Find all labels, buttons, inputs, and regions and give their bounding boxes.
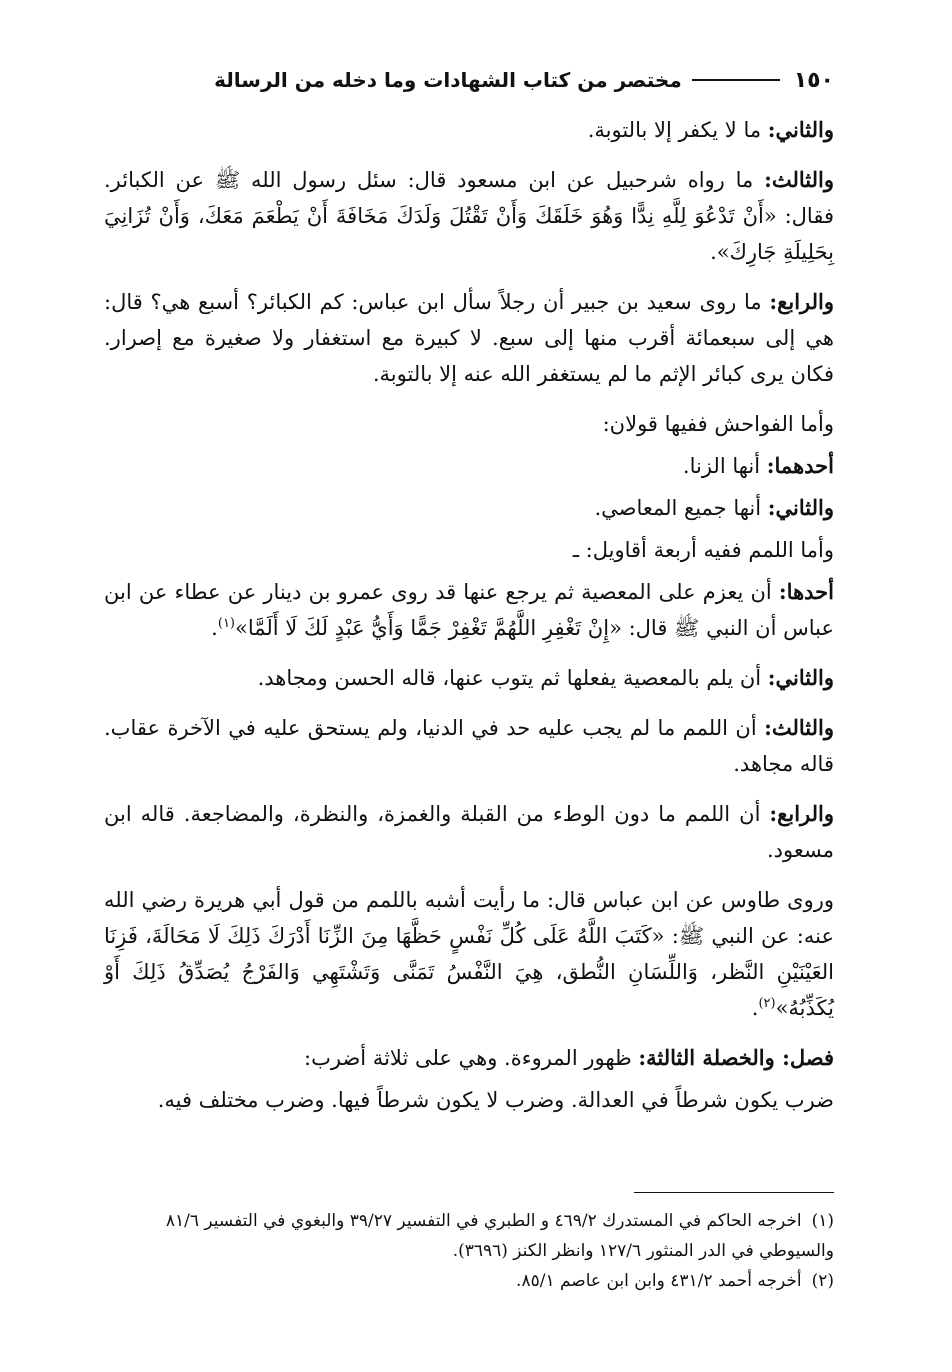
paragraph-text: ما رواه شرحبيل عن ابن مسعود قال: سئل رسول الله ﷺ عن الكبائر. فقال: «أَنْ تَدْعُوَ لِلَّهِ نِدًّا وَهُوَ خَلَقَكَ وَأَنْ تَقْتُلَ وَلَدَكَ مَخَافَةَ أَنْ يَطْعَمَ مَعَكَ، وَأَنْ تُزَانِيَ بِحَلِيلَةِ جَارِكَ».	[104, 168, 834, 264]
paragraph	[104, 660, 834, 696]
paragraph-lead: والرابع:	[769, 801, 834, 826]
running-header	[104, 62, 834, 98]
paragraph	[104, 532, 834, 568]
page-body	[104, 112, 834, 1132]
footnote-text: أخرجه أحمد ٤٣١/٢ وابن ابن عاصم ٨٥/١.	[516, 1271, 802, 1291]
header-rule	[692, 79, 780, 81]
paragraph	[104, 448, 834, 484]
paragraph	[104, 112, 834, 148]
paragraph-lead: والثاني:	[767, 665, 834, 690]
paragraph-lead: والرابع:	[769, 289, 834, 314]
paragraph-lead: أحدها:	[778, 579, 834, 604]
footnote-separator	[634, 1192, 834, 1193]
footnote-ref: (٢)	[758, 996, 776, 1011]
footnote-ref: (١)	[217, 616, 235, 631]
footnotes	[104, 1206, 834, 1296]
running-title: مختصر من كتاب الشهادات وما دخله من الرسالة	[214, 68, 682, 92]
paragraph-text: وأما الفواحش ففيها قولان:	[602, 412, 834, 436]
footnote	[104, 1266, 834, 1296]
paragraph-text: ما روى سعيد بن جبير أن رجلاً سأل ابن عباس: كم الكبائر؟ أسبع هي؟ قال: هي إلى سبعمائة أقرب منها إلى سبع. لا كبيرة مع استغفار ولا صغيرة مع إصرار. فكان يرى كبائر الإثم ما لم يستغفر الله عنه إلا بالتوبة.	[104, 290, 834, 386]
paragraph-lead: والثاني:	[767, 117, 834, 142]
paragraph	[104, 882, 834, 1026]
paragraph-lead: أحدهما:	[766, 453, 834, 478]
paragraph-text: أن يلم بالمعصية يفعلها ثم يتوب عنها، قاله الحسن ومجاهد.	[257, 666, 768, 690]
footnote-text: اخرجه الحاكم في المستدرك ٤٦٩/٢ و الطبري في التفسير ٣٩/٢٧ والبغوي في التفسير ٨١/٦ والسيوطي في الدر المنثور ١٢٧/٦ وانظر الكنز (٣٦٩٦).	[165, 1211, 834, 1261]
paragraph-text: ظهور المروءة. وهي على ثلاثة أضرب:	[304, 1046, 639, 1070]
paragraph	[104, 796, 834, 868]
paragraph	[104, 490, 834, 526]
paragraph	[104, 1082, 834, 1118]
paragraph-end: .	[751, 996, 759, 1020]
footnote	[104, 1206, 834, 1266]
paragraph	[104, 574, 834, 646]
paragraph-lead: فصل: والخصلة الثالثة:	[638, 1045, 834, 1070]
paragraph-lead: والثالث:	[764, 715, 834, 740]
footnote-number: (٢)	[811, 1271, 834, 1291]
paragraph-lead: والثاني:	[767, 495, 834, 520]
paragraph-text: أن اللمم ما دون الوطء من القبلة والغمزة، والنظرة، والمضاجعة. قاله ابن مسعود.	[104, 802, 834, 862]
paragraph-text: ضرب يكون شرطاً في العدالة. وضرب لا يكون شرطاً فيها. وضرب مختلف فيه.	[157, 1088, 834, 1112]
paragraph-text: أن اللمم ما لم يجب عليه حد في الدنيا، ولم يستحق عليه في الآخرة عقاب. قاله مجاهد.	[104, 716, 834, 776]
paragraph-end: .	[211, 616, 218, 640]
paragraph-text: وأما اللمم ففيه أربعة أقاويل: ـ	[572, 538, 834, 562]
paragraph-text: أن يعزم على المعصية ثم يرجع عنها قد روى عمرو بن دينار عن عطاء عن ابن عباس أن النبي ﷺ قال: «إِنْ تَغْفِرِ اللَّهُمَّ تَغْفِرْ جَمًّا وَأَيُّ عَبْدٍ لَكَ لَا أَلَمَّا»	[104, 580, 834, 640]
paragraph-lead: والثالث:	[764, 167, 834, 192]
footnote-number: (١)	[811, 1211, 834, 1231]
paragraph	[104, 162, 834, 270]
paragraph	[104, 1040, 834, 1076]
paragraph-text: أنها الزنا.	[682, 454, 767, 478]
paragraph	[104, 710, 834, 782]
paragraph	[104, 284, 834, 392]
paragraph	[104, 406, 834, 442]
paragraph-text: ما لا يكفر إلا بالتوبة.	[587, 118, 768, 142]
page-number: ١٥٠	[793, 67, 834, 93]
paragraph-text: وروى طاوس عن ابن عباس قال: ما رأيت أشبه باللمم من قول أبي هريرة رضي الله عنه: عن النبي ﷺ: «كَتَبَ اللَّهُ عَلَى كُلِّ نَفْسٍ حَظَّهَا مِنَ الزِّنَا أَدْرَكَ ذَلِكَ لَا مَحَالَةَ، فَزِنَا العَيْنَيْنِ النَّظر، وَاللِّسَانِ النُّطق، هِيَ النَّفْسُ تَمَنَّى وَتَشْتَهِي وَالفَرْجُ يُصَدِّقُ ذَلِكَ أَوْ يُكَذِّبُهُ»	[104, 888, 834, 1020]
paragraph-text: أنها جميع المعاصي.	[594, 496, 768, 520]
